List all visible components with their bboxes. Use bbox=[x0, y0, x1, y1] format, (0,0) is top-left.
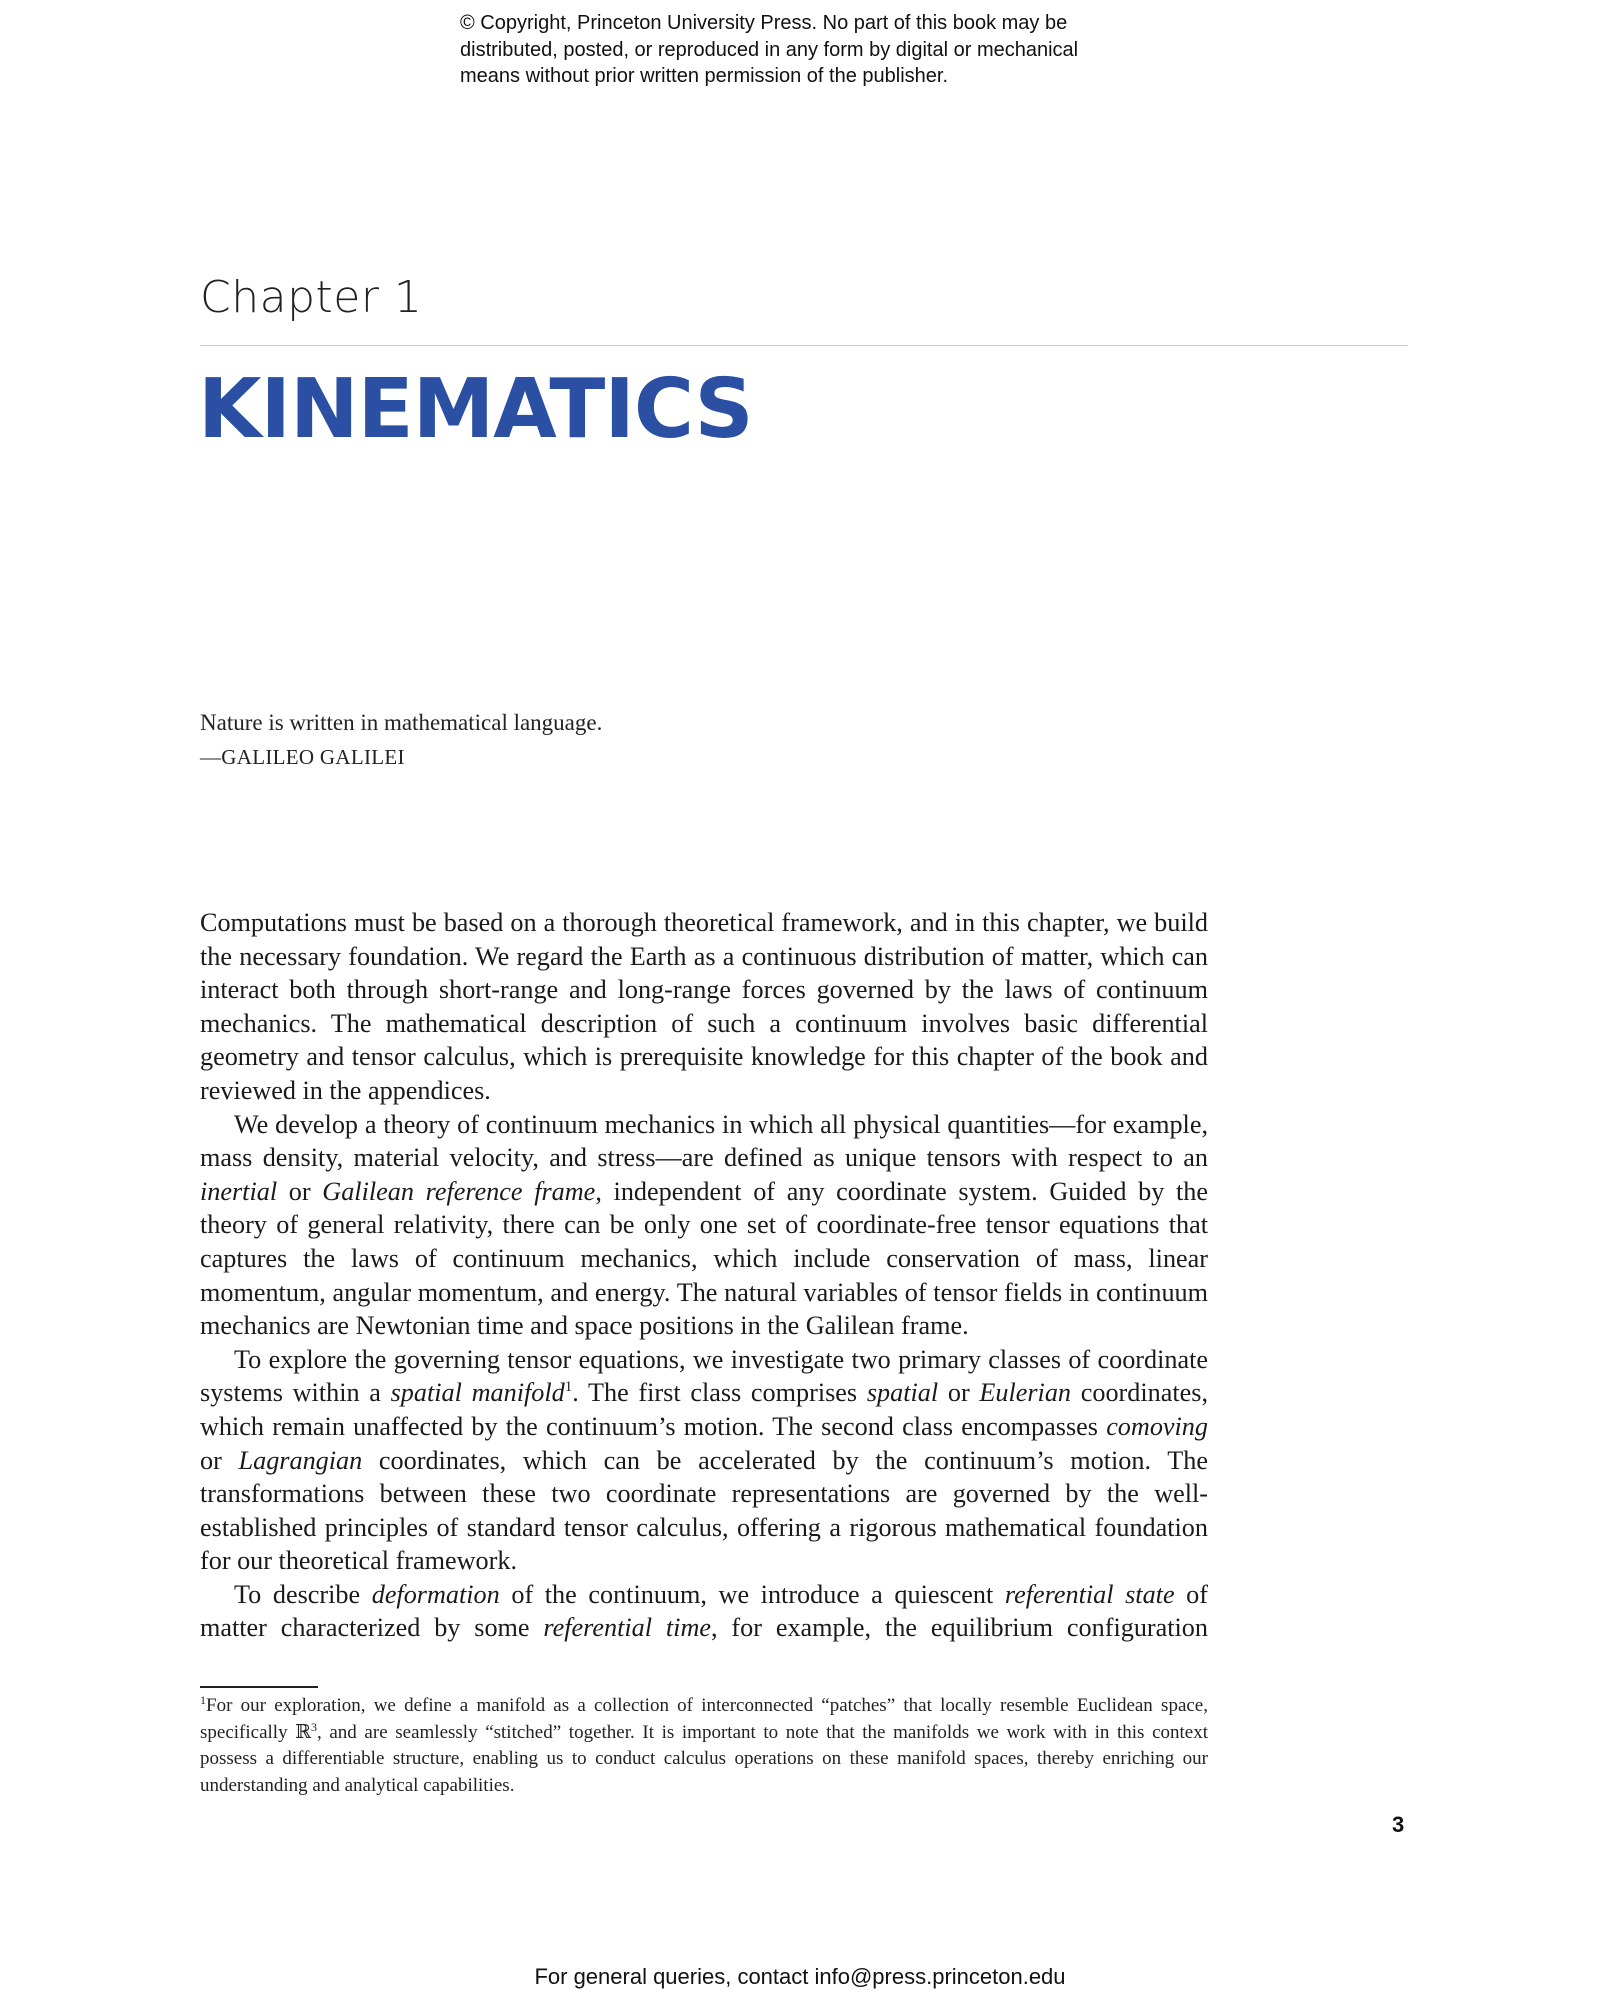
term-lagrangian: Lagrangian bbox=[238, 1445, 363, 1475]
term-referential-state: referential state bbox=[1004, 1579, 1175, 1609]
epigraph bbox=[200, 706, 602, 774]
footnote-text: For our exploration, we define a manifold as a collection of interconnected “patches” that locally resemble Euclidean space, specifically bbox=[200, 1695, 1208, 1743]
copyright-line: means without prior written permission of the publisher. bbox=[460, 65, 949, 87]
term-spatial-manifold: spatial manifold bbox=[390, 1378, 565, 1408]
text-run: or bbox=[938, 1378, 980, 1408]
copyright-notice bbox=[460, 10, 1220, 90]
page-number: 3 bbox=[1392, 1812, 1405, 1837]
text-run: coordinates, which can be accelerated by the continuum’s motion. The transformations between these two coordinate representations are governed by the well-established principles of standard tensor calculus, offering a rigorous mathematical foundation for our theoretical framework. bbox=[200, 1445, 1208, 1576]
text-run: To describe bbox=[234, 1579, 372, 1609]
term-comoving: comoving bbox=[1106, 1411, 1208, 1441]
footnote-number: 1 bbox=[200, 1693, 206, 1707]
contact-footer: For general queries, contact info@press.princeton.edu bbox=[534, 1964, 1066, 1989]
footnote bbox=[200, 1693, 1208, 1799]
text-run: To explore the governing tensor equations, we investigate two primary classes of coordinate systems within a bbox=[200, 1344, 1208, 1408]
chapter-title: KINEMATICS bbox=[198, 362, 753, 457]
copyright-line: distributed, posted, or reproduced in any form by digital or mechanical bbox=[460, 38, 1079, 61]
text-run: We develop a theory of continuum mechanics in which all physical quantities—for example, mass density, material velocity, and stress—are defined as unique tensors with respect to an bbox=[200, 1109, 1208, 1173]
chapter-body bbox=[200, 906, 1208, 1645]
text-run: of the continuum, we introduce a quiescent bbox=[499, 1579, 1005, 1609]
text-run: , for example, the equilibrium configuration bbox=[711, 1613, 1208, 1643]
paragraph-continuum-theory bbox=[200, 1108, 1208, 1343]
text-run: coordinates, which remain unaffected by the continuum’s motion. The second class encompasses bbox=[200, 1378, 1208, 1441]
paragraph-coordinate-systems bbox=[200, 1343, 1208, 1578]
term-deformation: deformation bbox=[371, 1579, 500, 1609]
term-eulerian: Eulerian bbox=[979, 1378, 1072, 1408]
footnote-marker[interactable]: 1 bbox=[564, 1379, 573, 1396]
footnote-text: , and are seamlessly “stitched” together. It is important to note that the manifolds we work with in this context possess a differentiable structure, enabling us to conduct calculus operations on these manifold spaces, thereby enriching our understanding and analytical capabilities. bbox=[200, 1721, 1208, 1796]
footnote-divider bbox=[200, 1686, 318, 1688]
chapter-divider bbox=[200, 345, 1408, 346]
chapter-label: Chapter 1 bbox=[200, 272, 423, 323]
text-run: of matter characterized by some bbox=[200, 1579, 1208, 1643]
term-galilean-frame: Galilean reference frame bbox=[322, 1176, 596, 1206]
real-space-symbol: ℝ bbox=[295, 1721, 311, 1743]
term-spatial: spatial bbox=[866, 1378, 939, 1408]
text-run: , independent of any coordinate system. Guided by the theory of general relativity, there can be only one set of coordinate-free tensor equations that captures the laws of continuum mechanics, which include conservation of mass, linear momentum, angular momentum, and energy. The natural variables of tensor fields in continuum mechanics are Newtonian time and space positions in the Galilean frame. bbox=[200, 1176, 1208, 1341]
exponent: 3 bbox=[311, 1719, 317, 1734]
paragraph-intro: Computations must be based on a thorough theoretical framework, and in this chapter, we build the necessary foundation. We regard the Earth as a continuous distribution of matter, which can interact both through short-range and long-range forces governed by the laws of continuum mechanics. The mathematical description of such a continuum involves basic differential geometry and tensor calculus, which is prerequisite knowledge for this chapter of the book and reviewed in the appendices. bbox=[200, 908, 1208, 1105]
text-run: . The first class comprises bbox=[572, 1378, 867, 1408]
epigraph-quote: Nature is written in mathematical language. bbox=[200, 710, 603, 735]
term-inertial: inertial bbox=[200, 1176, 278, 1206]
copyright-line: © Copyright, Princeton University Press. No part of this book may be bbox=[460, 12, 1068, 34]
epigraph-author: —GALILEO GALILEI bbox=[200, 745, 405, 769]
term-referential-time: referential time bbox=[543, 1613, 711, 1643]
text-run: or bbox=[277, 1176, 323, 1206]
paragraph-deformation bbox=[200, 1578, 1208, 1645]
text-run: or bbox=[200, 1445, 239, 1475]
